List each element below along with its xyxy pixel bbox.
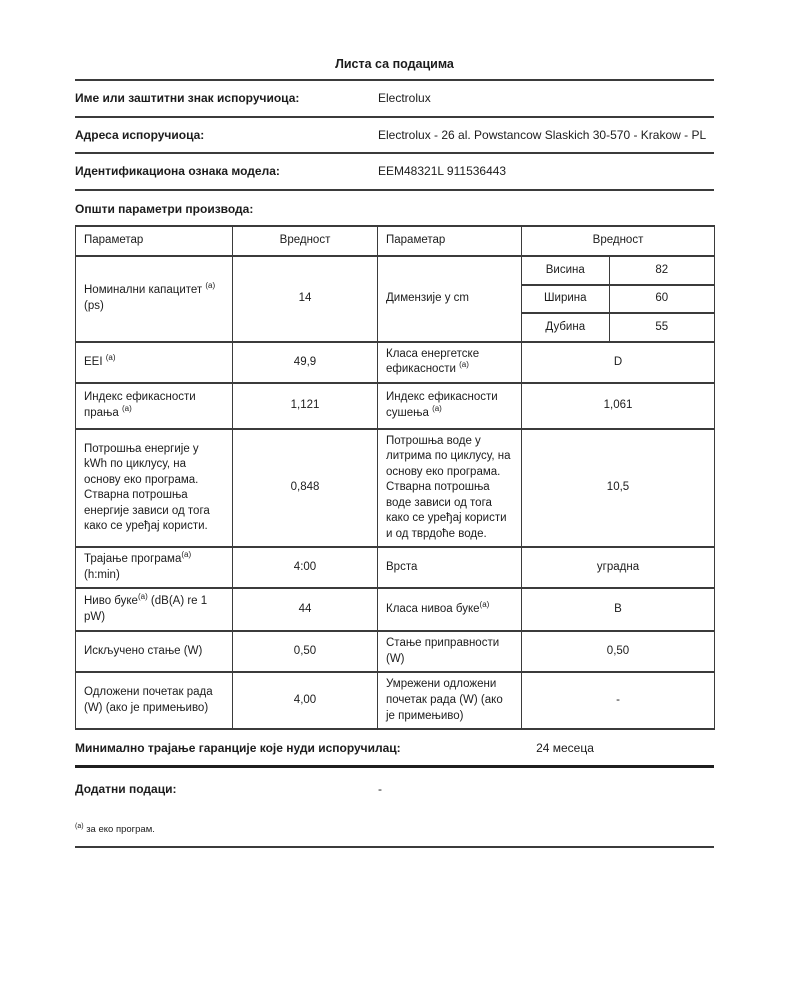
footnote-text: за еко програм. [83,824,155,836]
header-value-left: Вредност [233,226,378,256]
header-param-left: Параметар [76,226,233,256]
model-id-label: Идентификациона ознака модела: [75,164,280,179]
warranty-value: 24 месеца [536,741,594,756]
height-value: 82 [655,263,669,276]
capacity-dimensions-row [76,256,715,342]
wash-index-value-cell: 1,121 [233,383,378,429]
supplier-name-value: Electrolux [378,91,431,105]
noise-level-value-cell: 44 [233,588,378,631]
networked-delay-value-cell: - [522,672,715,729]
product-datasheet [75,57,714,848]
energy-class-value-cell: D [522,342,715,383]
type-value-cell: уградна [522,547,715,588]
dry-index-param-cell [378,383,522,429]
eei-label: EEI [84,355,106,368]
noise-class-label: Класа нивоа буке [386,603,480,616]
delay-start-value-cell: 4,00 [233,672,378,729]
eei-footnote-mark: (a) [105,352,116,362]
supplier-address-label: Адреса испоручиоца: [75,127,205,142]
duration-unit: (h:min) [84,568,120,581]
header-value-right: Вредност [522,226,715,256]
off-mode-param-cell: Искључено стање (W) [76,631,233,672]
duration-param-cell [76,547,233,588]
dimension-row-depth [522,313,714,341]
energy-class-param-cell [378,342,522,383]
wash-index-label: Индекс ефикасности прања [84,391,196,419]
water-consumption-param-cell: Потрошња воде у литрима по циклусу, на основу еко програма. Стварна потрошња воде зависи од тога како се уређај користи и од тврдоће воде. [378,429,522,548]
noise-level-footnote-mark: (a) [137,592,148,602]
energy-class-footnote-mark: (a) [459,360,469,370]
duration-value-cell: 4:00 [233,547,378,588]
table-header-row [76,226,715,256]
width-label: Ширина [522,285,609,313]
warranty-label: Минимално трајање гаранције које нуди испоручилац: [75,741,401,756]
supplier-address-row [75,118,714,155]
capacity-label: Номинални капацитет [84,284,206,297]
wash-index-footnote-mark: (a) [121,403,132,413]
general-params-heading: Општи параметри производа: [75,201,254,216]
dimension-row-height [522,257,714,285]
energy-consumption-param-cell: Потрошња енергије у kWh по циклусу, на основу еко програма. Стварна потрошња енергије зависи од тога како се уређај користи. [76,429,233,548]
supplier-address-value: Electrolux - 26 al. Powstancow Slaskich 30-570 - Krakow - PL [378,127,707,142]
eei-param-cell [76,342,233,383]
noise-class-param-cell [378,588,522,631]
additional-info-row [75,768,714,796]
energy-class-label: Класа енергетске ефикасности [386,347,480,376]
noise-level-unit: (dB(A) re 1 pW) [84,595,208,623]
model-id-row [75,154,714,191]
parameters-table [75,225,715,730]
depth-label: Дубина [522,313,609,341]
additional-info-label: Додатни подаци: [75,782,177,797]
noise-level-label: Ниво буке [84,595,138,608]
consumption-row [76,429,715,548]
warranty-row [75,730,714,768]
page-title: Листа са подацима [75,57,714,81]
eco-program-footnote [75,824,714,848]
capacity-value-cell: 14 [233,256,378,342]
height-label: Висина [522,257,609,285]
delay-start-param-cell: Одложени почетак рада (W) (ако је примењиво) [76,672,233,729]
off-mode-row [76,631,715,672]
header-param-right: Параметар [378,226,522,256]
noise-row [76,588,715,631]
dimensions-subtable [522,257,714,341]
capacity-param-cell [76,256,233,342]
energy-consumption-value-cell: 0,848 [233,429,378,548]
capacity-footnote-mark: (a) [205,281,216,291]
noise-class-value-cell: B [522,588,715,631]
water-consumption-value-cell: 10,5 [522,429,715,548]
off-mode-value-cell: 0,50 [233,631,378,672]
supplier-name-label: Име или заштитни знак испоручиоца: [75,91,300,105]
program-duration-row [76,547,715,588]
networked-delay-param-cell: Умрежени одложени почетак рада (W) (ако је примењиво) [378,672,522,729]
supplier-name-row [75,81,714,118]
efficiency-index-row [76,383,715,429]
footnote-mark: (a) [75,822,84,830]
dimensions-param-cell: Димензије у cm [378,256,522,342]
standby-value-cell: 0,50 [522,631,715,672]
type-param-cell: Врста [378,547,522,588]
width-value: 60 [609,285,714,313]
dry-index-footnote-mark: (a) [432,403,442,413]
duration-label: Трајање програма [84,553,182,566]
dimensions-value-cell [522,256,715,342]
model-id-value: EEM48321L 911536443 [378,164,507,179]
delay-start-row [76,672,715,729]
eei-row [76,342,715,383]
noise-level-param-cell [76,588,233,631]
standby-param-cell: Стање приправности (W) [378,631,522,672]
dry-index-label: Индекс ефикасности сушења [386,391,498,419]
capacity-unit: (ps) [84,299,104,312]
noise-class-footnote-mark: (a) [479,600,490,610]
dimension-row-width [522,285,714,313]
depth-value: 55 [609,313,714,341]
dry-index-value-cell: 1,061 [522,383,715,429]
wash-index-param-cell [76,383,233,429]
eei-value-cell: 49,9 [233,342,378,383]
duration-footnote-mark: (a) [181,550,192,560]
additional-info-value: - [378,782,382,797]
